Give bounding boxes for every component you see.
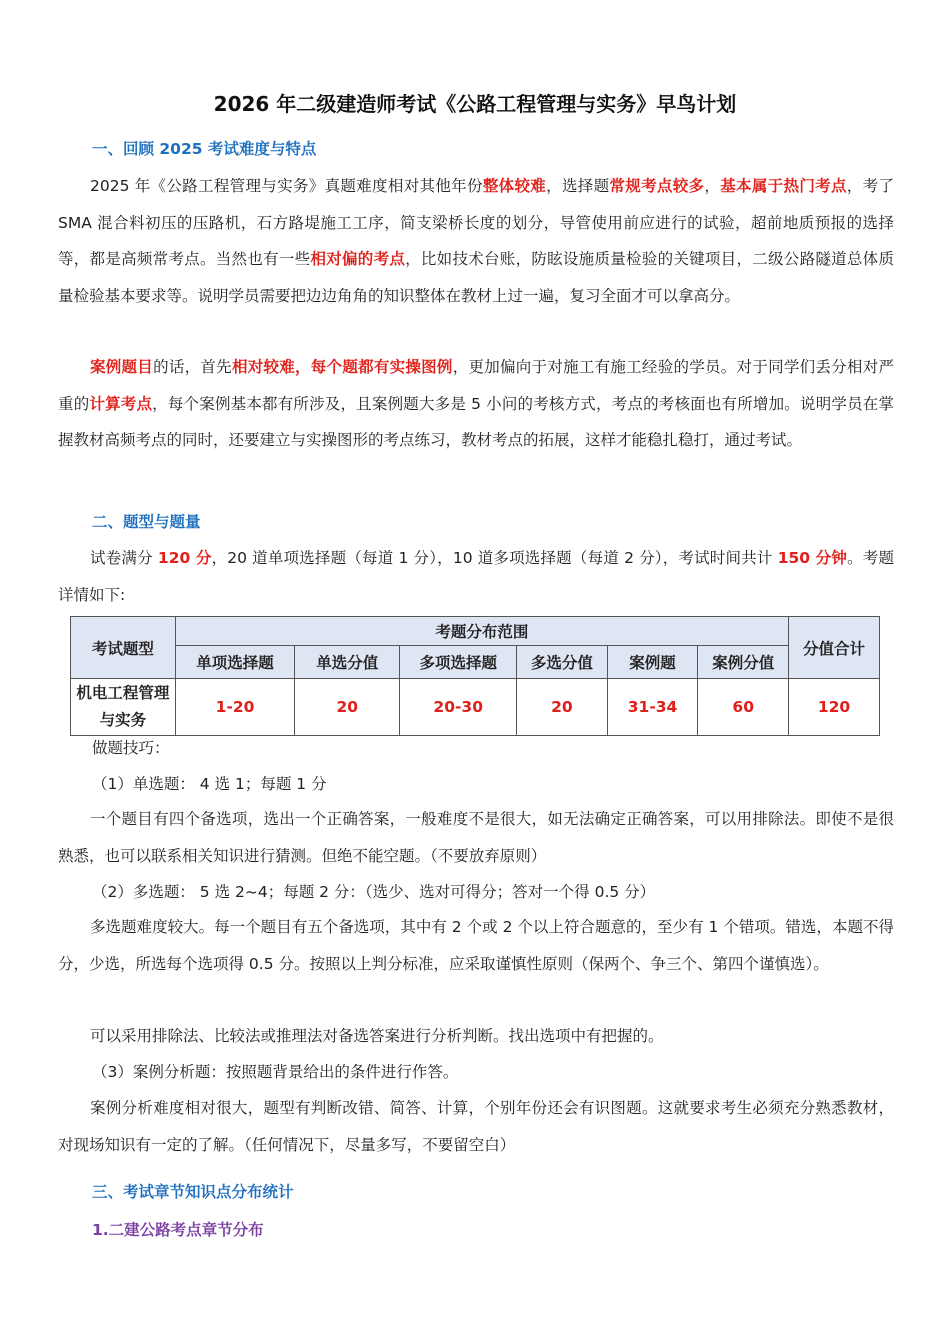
- exam-distribution-table: [70, 616, 880, 736]
- cell-value: 60: [698, 679, 789, 736]
- header-exam-type: 考试题型: [71, 617, 176, 679]
- text: ，比如技术台账，防眩设施质量检验的关键项目，二级公路隧道总体质量检验基本要求等。说明学员需要把边边角角的知识整体在教材上过一遍，复习全面才可以拿高分。: [58, 250, 894, 305]
- section2-intro: [58, 540, 894, 613]
- section1-heading: 一、回顾 2025 考试难度与特点: [92, 140, 317, 158]
- highlight: 相对较难，每个题都有实操图例: [231, 358, 453, 376]
- text: ，更加偏向于对施工有施工经验的学员。对于同学们丢分相对严重的: [58, 358, 894, 413]
- table-row: [71, 679, 880, 736]
- text: ，20 道单项选择题（每道 1 分），10 道多项选择题（每道 2 分），考试时间共计: [211, 549, 778, 567]
- section1-paragraph2: [58, 349, 894, 459]
- tip2-body2: 可以采用排除法、比较法或推理法对备选答案进行分析判断。找出选项中有把握的。: [90, 1027, 664, 1045]
- highlight: 整体较难: [482, 177, 547, 195]
- tip2-title: （2）多选题： 5 选 2~4；每题 2 分：（选少、选对可得分；答对一个得 0.5 分）: [92, 883, 656, 901]
- subheader: 多项选择题: [400, 646, 517, 679]
- tip2-body: 多选题难度较大。每一个题目有五个备选项，其中有 2 个或 2 个以上符合题意的，至少有 1 个错项。错选，本题不得分，少选，所选每个选项得 0.5 分。按照以上判分标准，应采取谨慎性原则（保两个、争三个、第四个谨慎选）。: [58, 918, 894, 973]
- header-total: 分值合计: [788, 617, 879, 679]
- cell-value: 20: [295, 679, 400, 736]
- text: 试卷满分: [90, 549, 158, 567]
- cell-total: 120: [788, 679, 879, 736]
- subheader: 案例分值: [698, 646, 789, 679]
- tip3-title: （3）案例分析题：按照题背景给出的条件进行作答。: [92, 1063, 459, 1081]
- highlight: 相对偏的考点: [310, 250, 406, 268]
- subheader: 案例题: [607, 646, 698, 679]
- tips-label: 做题技巧：: [92, 739, 170, 757]
- highlight: 120 分: [157, 549, 212, 567]
- tip1-title: （1）单选题： 4 选 1；每题 1 分: [92, 775, 327, 793]
- section3-heading: 三、考试章节知识点分布统计: [92, 1183, 294, 1201]
- text: ，考了 SMA 混合料初压的压路机，石方路堤施工工序，简支梁桥长度的划分，导管使用前应进行的试验，超前地质预报的选择等，都是高频常考点。当然也有一些: [58, 177, 894, 268]
- highlight: 案例题目: [90, 358, 154, 376]
- page-title: 2026 年二级建造师考试《公路工程管理与实务》早鸟计划: [213, 92, 737, 116]
- section2-heading: 二、题型与题量: [92, 513, 201, 531]
- cell-value: 20-30: [400, 679, 517, 736]
- highlight: 基本属于热门考点: [720, 177, 847, 195]
- row-label: 机电工程管理与实务: [71, 679, 176, 736]
- section3-subheading: 1.二建公路考点章节分布: [92, 1221, 264, 1239]
- section1-paragraph1: [58, 168, 894, 314]
- tip3-body: 案例分析难度相对很大，题型有判断改错、简答、计算，个别年份还会有识图题。这就要求考生必须充分熟悉教材，对现场知识有一定的了解。（任何情况下，尽量多写，不要留空白）: [58, 1099, 894, 1154]
- text: ，选择题: [546, 177, 610, 195]
- highlight: 150 分钟: [777, 549, 848, 567]
- subheader: 单选分值: [295, 646, 400, 679]
- header-distribution-range: 考题分布范围: [175, 617, 788, 646]
- highlight: 常规考点较多: [609, 177, 705, 195]
- text: ，: [704, 177, 721, 195]
- subheader: 单项选择题: [175, 646, 294, 679]
- cell-value: 20: [517, 679, 608, 736]
- cell-value: 31-34: [607, 679, 698, 736]
- text: 。考题详情如下:: [58, 549, 894, 604]
- cell-value: 1-20: [175, 679, 294, 736]
- text: 2025 年《公路工程管理与实务》真题难度相对其他年份: [90, 177, 483, 195]
- subheader: 多选分值: [517, 646, 608, 679]
- text: ，每个案例基本都有所涉及，且案例题大多是 5 小问的考核方式，考点的考核面也有所增加。说明学员在掌握教材高频考点的同时，还要建立与实操图形的考点练习，教材考点的拓展，这样才能稳扎稳打，通过考试。: [58, 394, 894, 449]
- highlight: 计算考点: [89, 394, 153, 413]
- text: 的话，首先: [153, 358, 232, 376]
- tip1-body: 一个题目有四个备选项，选出一个正确答案，一般难度不是很大，如无法确定正确答案，可以用排除法。即使不是很熟悉，也可以联系相关知识进行猜测。但绝不能空题。（不要放弃原则）: [58, 810, 894, 865]
